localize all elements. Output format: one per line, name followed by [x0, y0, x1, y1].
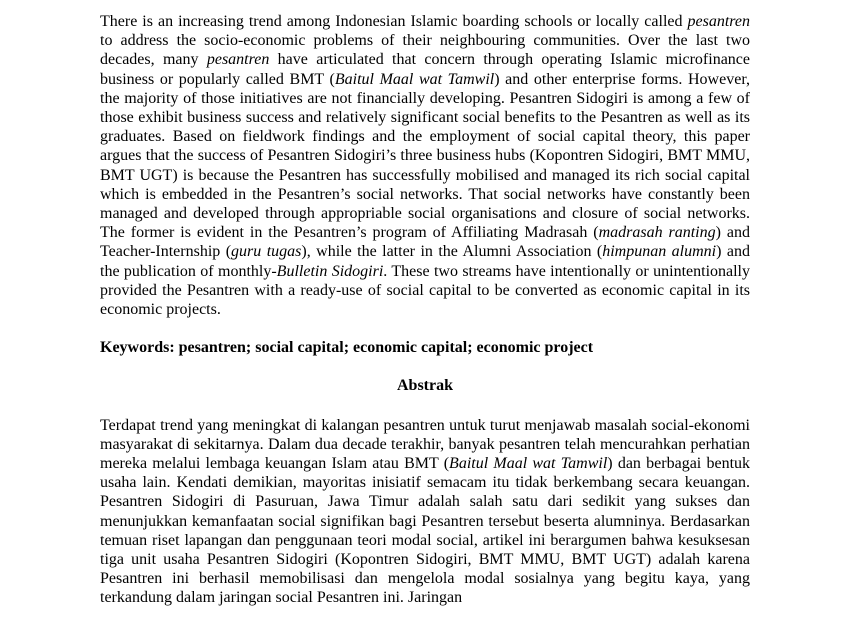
english-abstract-italic-term: Bulletin Sidogiri: [276, 262, 384, 280]
english-abstract-paragraph: [100, 12, 750, 319]
english-abstract-text: to address the socio-economic problems of their neighbouring communities. Over the last two decades, many: [100, 32, 750, 69]
english-abstract-text: ), while the latter in the Alumni Association (: [301, 243, 603, 261]
english-abstract-text: ) and Teacher-Internship (: [100, 224, 750, 261]
abstrak-heading: Abstrak: [396, 377, 453, 395]
abstrak-text: ) dan berbagai bentuk usaha lain. Kendati demikian, mayoritas inisiatif semacam itu tidak berkembang secara keuangan. Pesantren Sidogiri di Pasuruan, Jawa Timur adalah salah satu dari sedikit yang sukses dan menunjukkan kemanfaatan social signifikan bagi Pesantren tersebut beserta alumninya. Berdasarkan temuan riset lapangan dan penggunaan teori modal social, artikel ini berargumen bahwa kesuksesan tiga unit usaha Pesantren Sidogiri (Kopontren Sidogiri, BMT MMU, BMT UGT) adalah karena Pesantren ini berhasil memobilisasi dan mengelola modal sosialnya yang begitu kaya, yang terkandung dalam jaringan social Pesantren ini. Jaringan: [100, 455, 751, 607]
english-abstract-italic-term: Baitul Maal wat Tamwil: [334, 70, 495, 88]
keywords-line: Keywords: pesantren; social capital; economic capital; economic project: [100, 339, 594, 357]
english-abstract-text: . These two streams have intentionally or unintentionally provided the Pesantren with a ready-use of social capital to be converted as economic capital in its economic projects.: [100, 262, 751, 319]
document-page: [100, 12, 750, 608]
english-abstract-text: There is an increasing trend among Indonesian Islamic boarding schools or locally called: [100, 13, 688, 30]
english-abstract-text: ) and other enterprise forms. However, the majority of those initiatives are not financially developing. Pesantren Sidogiri is among a few of those exhibit business success and relatively significant social benefits to the Pesantren as well as its graduates. Based on fieldwork findings and the employment of social capital theory, this paper argues that the success of Pesantren Sidogiri’s three business hubs (Kopontren Sidogiri, BMT MMU, BMT UGT) is because the Pesantren has successfully mobilised and managed its rich social capital which is embedded in the Pesantren’s social networks. That social networks have constantly been managed and developed through appropriable social organisations and closure of social networks. The former is evident in the Pesantren’s program of Affiliating Madrasah (: [100, 70, 751, 242]
english-abstract-italic-term: guru tugas: [231, 243, 302, 261]
english-abstract-italic-term: pesantren: [206, 51, 270, 69]
english-abstract-text: ) and the publication of monthly-: [100, 243, 750, 280]
abstrak-text: Terdapat trend yang meningkat di kalangan pesantren untuk turut menjawab masalah social-ekonomi masyarakat di sekitarnya. Dalam dua decade terakhir, banyak pesantren telah mencurahkan perhatian mereka melalui lembaga keuangan Islam atau BMT (: [100, 416, 750, 473]
english-abstract-text: have articulated that concern through operating Islamic microfinance business or popularly called BMT (: [100, 51, 751, 88]
english-abstract-italic-term: himpunan alumni: [602, 243, 717, 261]
english-abstract-italic-term: madrasah ranting: [598, 224, 716, 242]
abstrak-paragraph: [100, 416, 750, 608]
abstrak-italic-term: Baitul Maal wat Tamwil: [449, 455, 608, 473]
english-abstract-italic-term: pesantren: [687, 13, 750, 30]
